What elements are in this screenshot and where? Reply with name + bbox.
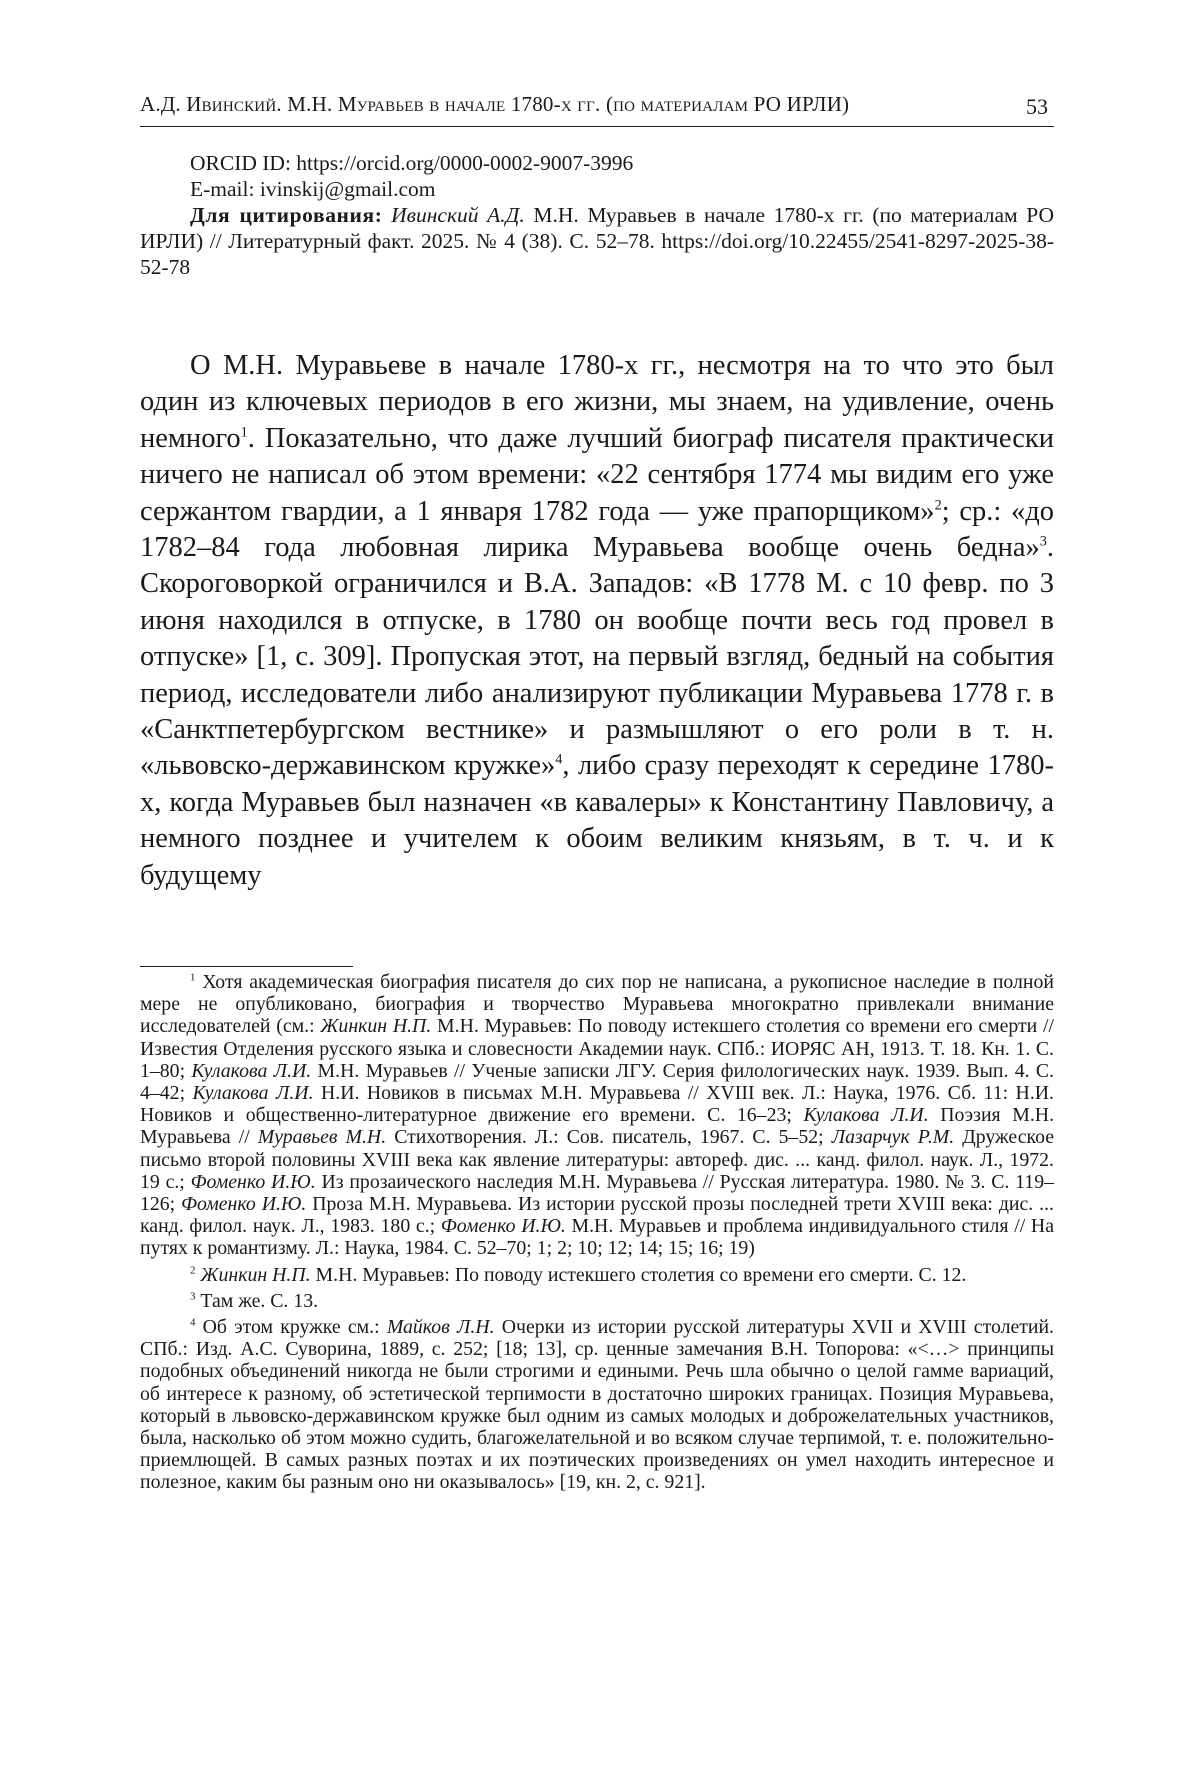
footnote-number: 3 bbox=[190, 1290, 196, 1303]
footnote-3 bbox=[140, 1290, 1054, 1312]
orcid-line: ORCID ID: https://orcid.org/0000-0002-9007-3996 bbox=[190, 151, 634, 175]
body-text-3: ; ср.: «до 1782–84 года любовная лирика Муравьева вообще очень бедна» bbox=[140, 495, 1054, 564]
footnote-author: Жинкин Н.П. bbox=[200, 1263, 311, 1286]
footnote-author: Кулакова Л.И. bbox=[803, 1104, 929, 1127]
footnote-text: Проза М.Н. Муравьева. Из истории русской прозы последней трети XVIII века: дис. ... канд. филол. наук. Л., 1983. 180 с.; bbox=[140, 1193, 1054, 1238]
footnote-text: Хотя академическая биография писателя до сих пор не написана, а рукописное наследие в полной мере не опубликовано, биография и творчество Муравьева многократно привлекали внимание исследователей (см.: bbox=[140, 971, 1054, 1038]
citation-author: Ивинский А.Д. bbox=[391, 203, 525, 227]
body-text-1: О М.Н. Муравьеве в начале 1780-х гг., несмотря на то что это был один из ключевых периодов в его жизни, мы знаем, на удивление, очень немного bbox=[140, 350, 1054, 454]
citation bbox=[140, 202, 1054, 280]
citation-label: Для цитирования: bbox=[190, 203, 383, 227]
footnote-text: Очерки из истории русской литературы XVII и XVIII столетий. СПб.: Изд. А.С. Суворина, 1889, с. 252; [18; 13], ср. ценные замечания В.Н. Топорова: «<…> принципы подобных объединений никогда не были строгими и едиными. Речь шла обычно о целой гамме вариаций, об интересе к разному, об эстетической терпимости в достаточно широких границах. Позиция Муравьева, который в львовско-державинском кружке был одним из самых молодых и доброжелательных участников, была, насколько об этом можно судить, благожелательной и во всяком случае терпимой, т. е. положительно-приемлющей. В самых разных поэтах и их поэтических произведениях он умел находить интересное и полезное, каким бы разным оно ни оказывалось» [19, кн. 2, с. 921]. bbox=[140, 1316, 1054, 1494]
running-header bbox=[140, 88, 1054, 127]
running-title: А.Д. Ивинский. М.Н. Муравьев в начале 1780-х гг. (по материалам РО ИРЛИ) bbox=[140, 92, 850, 116]
footnote-ref-4: 4 bbox=[555, 751, 563, 768]
footnote-ref-1: 1 bbox=[240, 424, 248, 441]
footnote-ref-2: 2 bbox=[934, 497, 942, 514]
footnote-1 bbox=[140, 971, 1054, 1260]
body-text-2: . Показательно, что даже лучший биограф писателя практически ничего не написал об этом времени: «22 сентября 1774 мы видим его уже сержантом гвардии, а 1 января 1782 года — уже прапорщиком» bbox=[140, 422, 1054, 527]
page-number: 53 bbox=[1026, 94, 1048, 119]
footnote-text: Там же. С. 13. bbox=[195, 1289, 319, 1312]
footnote-author: Лазарчук Р.М. bbox=[831, 1126, 955, 1149]
footnote-text: М.Н. Муравьев и проблема индивидуального стиля // На путях к романтизму. Л.: Наука, 1984. С. 52–70; 1; 2; 10; 12; 14; 15; 16; 19) bbox=[140, 1215, 1054, 1260]
footnote-author: Кулакова Л.И. bbox=[191, 1059, 312, 1082]
footnote-author: Фоменко И.Ю. bbox=[190, 1170, 316, 1193]
footnote-2 bbox=[140, 1264, 1054, 1286]
body-text-4: . Скороговоркой ограничился и В.А. Западов: «В 1778 М. с 10 февр. по 3 июня находился в отпуске, в 1780 он вообще почти весь год провел в отпуске» [1, с. 309]. Пропуская этот, на первый взгляд, бедный на события период, исследователи либо анализируют публикации Муравьева 1778 г. в «Санктпетербургском вестнике» и размышляют о его роли в т. н. «львовско-державинском кружке» bbox=[140, 532, 1054, 782]
article-metadata bbox=[140, 150, 1054, 280]
footnote-number: 1 bbox=[190, 971, 196, 984]
email-line: E-mail: ivinskij@gmail.com bbox=[190, 177, 436, 201]
footnote-author: Жинкин Н.П. bbox=[320, 1015, 432, 1038]
footnote-author: Кулакова Л.И. bbox=[192, 1082, 314, 1105]
footnote-number: 4 bbox=[190, 1316, 196, 1329]
citation-text: М.Н. Муравьев в начале 1780-х гг. (по материалам РО ИРЛИ) // Литературный факт. 2025. № 4 (38). С. 52–78. https://doi.org/10.22455/2541-8297-2025-38-52-78 bbox=[140, 203, 1055, 279]
body-paragraph bbox=[140, 348, 1054, 894]
footnote-text: Поэзия М.Н. Муравьева // bbox=[140, 1104, 1055, 1149]
footnote-text: М.Н. Муравьев // Ученые записки ЛГУ. Серия филологических наук. 1939. Вып. 4. С. 4–42; bbox=[140, 1059, 1054, 1105]
footnote-text: М.Н. Муравьев: По поводу истекшего столетия со времени его смерти. С. 12. bbox=[310, 1263, 967, 1286]
footnote-text: Стихотворения. Л.: Сов. писатель, 1967. С. 5–52; bbox=[386, 1126, 832, 1149]
footnote-text: Н.И. Новиков в письмах М.Н. Муравьева // XVIII век. Л.: Наука, 1976. Сб. 11: Н.И. Новиков и общественно-литературное движение его времени. С. 16–23; bbox=[140, 1082, 1054, 1127]
footnote-separator bbox=[140, 966, 353, 967]
footnote-ref-3: 3 bbox=[1039, 533, 1047, 550]
footnote-number: 2 bbox=[190, 1264, 196, 1277]
footnote-author: Майков Л.Н. bbox=[386, 1316, 495, 1339]
footnotes bbox=[140, 971, 1054, 1498]
footnote-text: М.Н. Муравьев: По поводу истекшего столетия со времени его смерти // Известия Отделения русского языка и словесности Академии наук. СПб.: ИОРЯС АН, 1913. Т. 18. Кн. 1. С. 1–80; bbox=[140, 1015, 1055, 1082]
footnote-text: Об этом кружке см.: bbox=[195, 1316, 387, 1339]
footnote-author: Муравьев М.Н. bbox=[257, 1126, 387, 1149]
footnote-author: Фоменко И.Ю. bbox=[181, 1193, 307, 1216]
footnote-text: Дружеское письмо второй половины XVIII века как явление литературы: автореф. дис. ... канд. филол. наук. Л., 1972. 19 с.; bbox=[140, 1126, 1054, 1193]
footnote-author: Фоменко И.Ю. bbox=[440, 1215, 566, 1238]
body-text-5: , либо сразу переходят к середине 1780-х, когда Муравьев был назначен «в кавалеры» к Константину Павловичу, а немного позднее и учителем к обоим великим князьям, в т. ч. и к будущему bbox=[140, 750, 1054, 891]
footnote-4 bbox=[140, 1316, 1054, 1494]
footnote-text: Из прозаического наследия М.Н. Муравьева // Русская литература. 1980. № 3. С. 119–126; bbox=[140, 1170, 1054, 1216]
